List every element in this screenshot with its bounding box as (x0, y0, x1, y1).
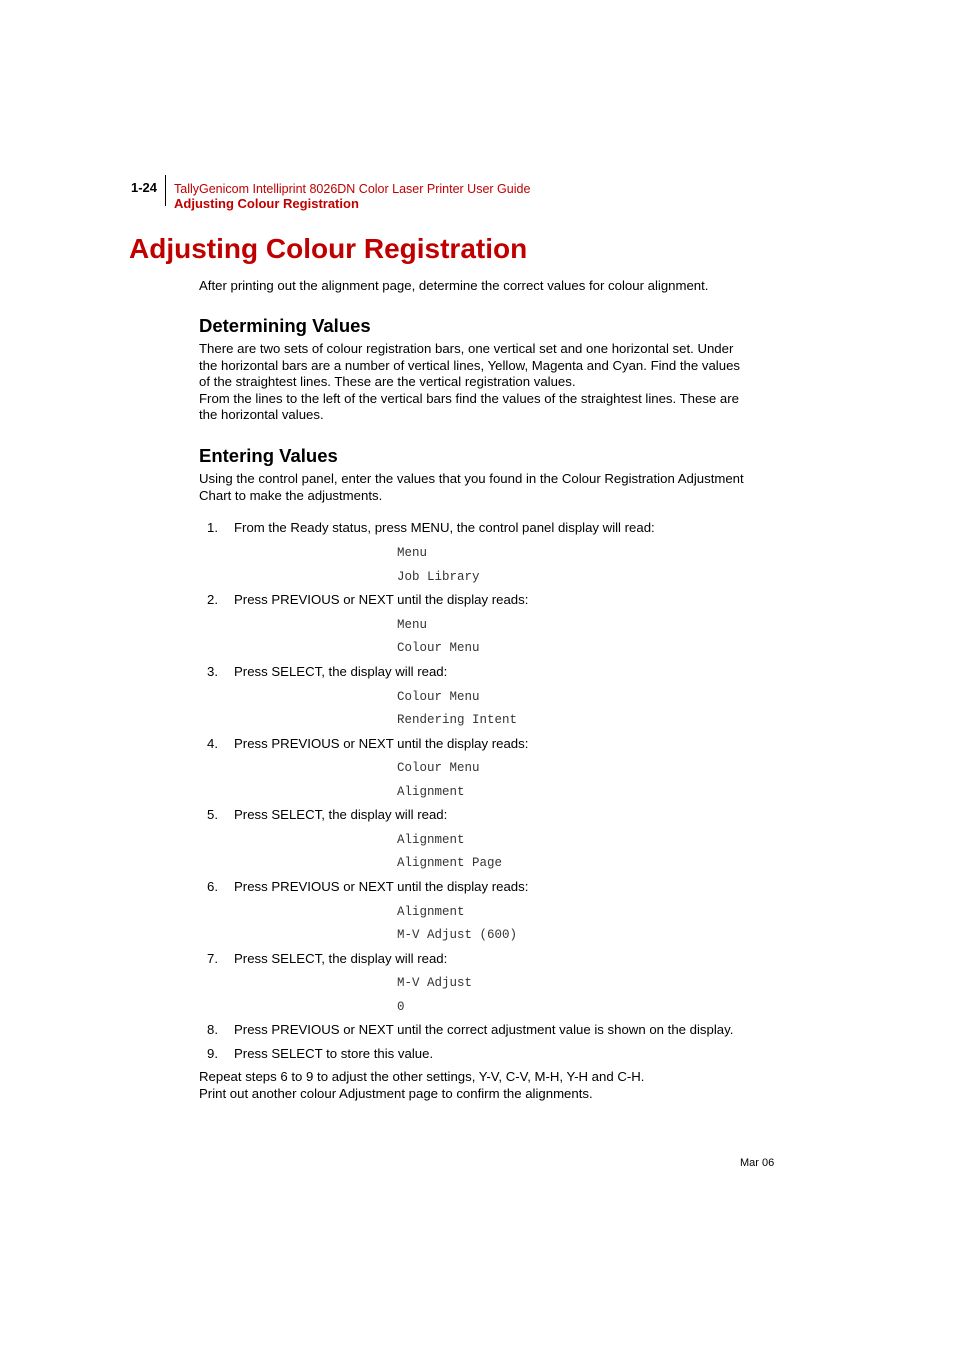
step-number: 9. (207, 1046, 218, 1061)
display-line: 0 (397, 1000, 405, 1014)
footer-date: Mar 06 (740, 1157, 775, 1169)
step-number: 5. (207, 807, 218, 822)
step-number: 7. (207, 951, 218, 966)
display-line: Rendering Intent (397, 713, 518, 727)
text-line: Using the control panel, enter the values that you found in the Colour Registration Adjustment (199, 471, 744, 486)
step-text: Press SELECT, the display will read: (234, 664, 448, 679)
step-text: Press PREVIOUS or NEXT until the display reads: (234, 736, 529, 751)
text-line: Repeat steps 6 to 9 to adjust the other settings, Y-V, C-V, M-H, Y-H and C-H. (199, 1069, 645, 1084)
determining-heading: Determining Values (199, 315, 371, 336)
closing-paragraph (199, 1069, 644, 1102)
display-line: M-V Adjust (600) (397, 928, 518, 942)
step-number: 1. (207, 520, 218, 535)
display-line: Colour Menu (397, 761, 480, 775)
text-line: of the straightest lines. These are the vertical registration values. (199, 374, 576, 389)
step-text: Press SELECT, the display will read: (234, 807, 448, 822)
step-7 (207, 951, 447, 966)
determining-paragraph (199, 341, 740, 424)
entering-heading: Entering Values (199, 445, 338, 466)
step-8 (207, 1022, 733, 1037)
step-number: 2. (207, 592, 218, 607)
text-line: Print out another colour Adjustment page to confirm the alignments. (199, 1085, 593, 1101)
page-number: 1-24 (131, 180, 158, 195)
display-line: Menu (397, 546, 428, 560)
entering-paragraph (199, 471, 744, 504)
text-line: From the lines to the left of the vertical bars find the values of the straightest lines. These are (199, 390, 739, 406)
display-line: Colour Menu (397, 641, 480, 655)
step-number: 3. (207, 664, 218, 679)
step-text: Press SELECT to store this value. (234, 1046, 434, 1061)
step-number: 4. (207, 736, 218, 751)
step-9 (207, 1046, 433, 1061)
step-4 (207, 736, 528, 751)
display-line: M-V Adjust (397, 976, 473, 990)
display-line: Alignment (397, 785, 465, 799)
step-text: From the Ready status, press MENU, the control panel display will read: (234, 520, 655, 535)
page-title: Adjusting Colour Registration (129, 233, 528, 264)
step-text: Press PREVIOUS or NEXT until the correct adjustment value is shown on the display. (234, 1022, 734, 1037)
display-line: Job Library (397, 570, 480, 584)
text-line: Chart to make the adjustments. (199, 487, 383, 503)
step-text: Press PREVIOUS or NEXT until the display reads: (234, 592, 529, 607)
step-2 (207, 592, 528, 607)
text-line: the horizontal bars are a number of vertical lines, Yellow, Magenta and Cyan. Find the values (199, 357, 741, 373)
display-line: Alignment (397, 833, 465, 847)
display-line: Alignment Page (397, 856, 503, 870)
text-line: There are two sets of colour registration bars, one vertical set and one horizontal set. Under (199, 341, 734, 356)
step-number: 8. (207, 1022, 218, 1037)
header-doc-title: TallyGenicom Intelliprint 8026DN Color Laser Printer User Guide (174, 182, 531, 196)
display-line: Alignment (397, 905, 465, 919)
step-6 (207, 879, 528, 894)
step-text: Press SELECT, the display will read: (234, 951, 448, 966)
step-number: 6. (207, 879, 218, 894)
header-divider (165, 175, 166, 206)
intro-paragraph: After printing out the alignment page, determine the correct values for colour alignment. (199, 278, 709, 293)
step-3 (207, 664, 447, 679)
step-5 (207, 807, 447, 822)
step-text: Press PREVIOUS or NEXT until the display reads: (234, 879, 529, 894)
step-1 (207, 520, 655, 535)
header-section: Adjusting Colour Registration (174, 196, 359, 211)
text-line: the horizontal values. (199, 407, 324, 422)
display-line: Menu (397, 618, 428, 632)
display-line: Colour Menu (397, 690, 480, 704)
